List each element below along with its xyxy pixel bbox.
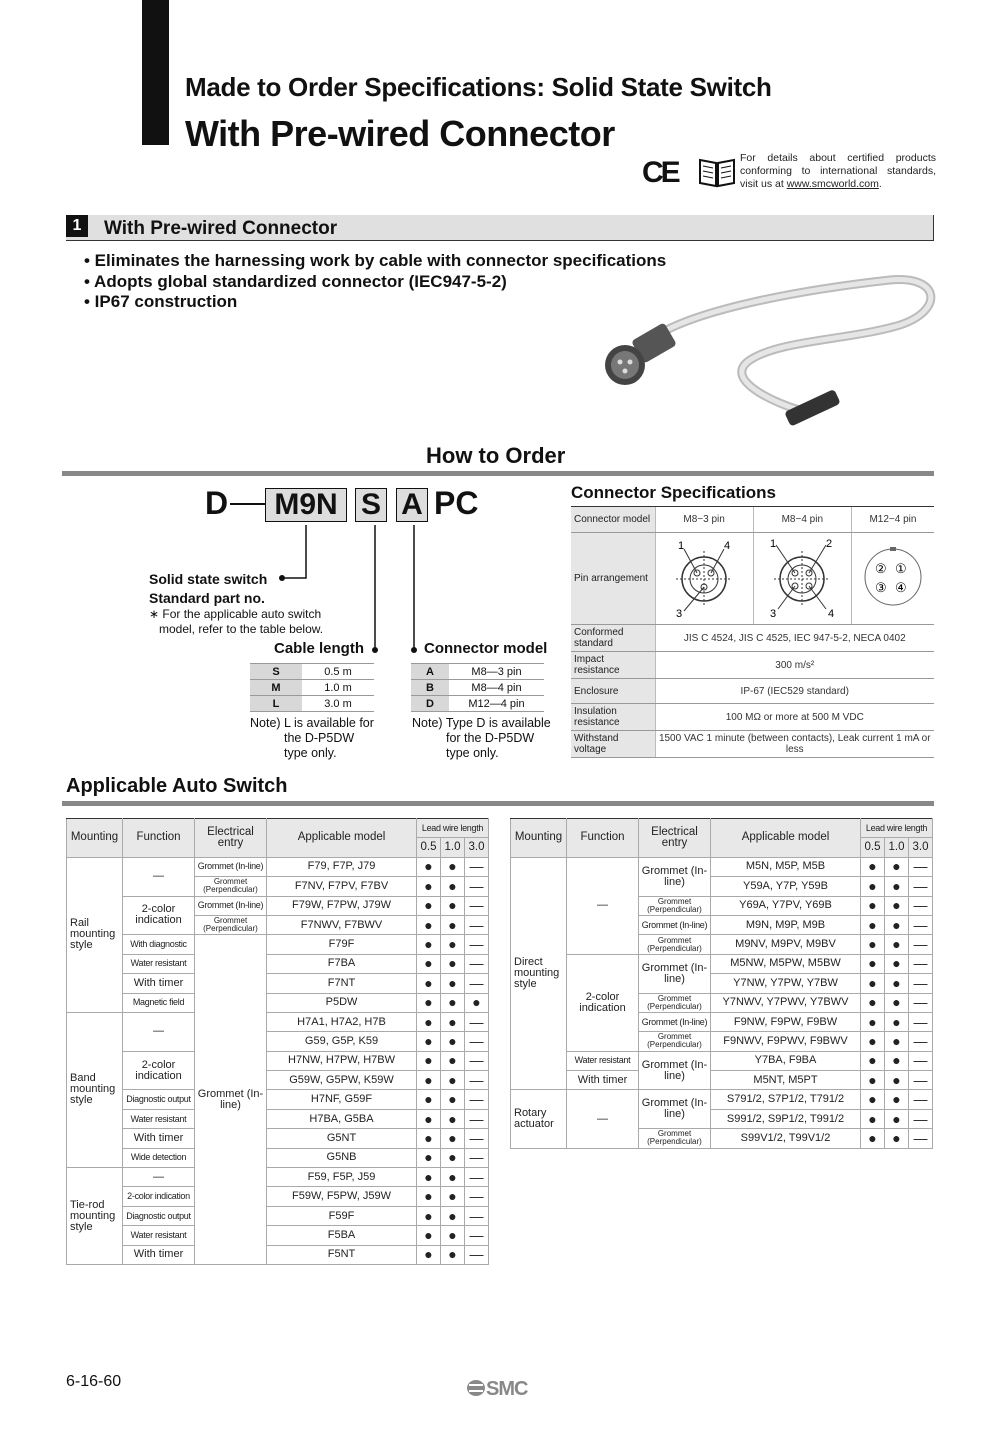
svg-text:①: ① <box>894 561 907 576</box>
table-header: 0.5 1.0 3.0 <box>511 838 933 857</box>
svg-text:③: ③ <box>874 580 887 595</box>
lead-length-cell: ● <box>885 954 909 973</box>
lead-length-cell: ● <box>885 857 909 876</box>
section-header <box>66 215 934 241</box>
part-description: Solid state switch Standard part no. <box>149 571 268 606</box>
table-row <box>67 954 489 973</box>
lead-length-cell: ● <box>861 857 885 876</box>
model-cell: F7NV, F7PV, F7BV <box>267 877 417 896</box>
model-cell: F7BA <box>267 954 417 973</box>
lead-length-cell: ● <box>441 935 465 954</box>
lead-length-cell: ● <box>441 1129 465 1148</box>
model-cell: F59W, F5PW, J59W <box>267 1187 417 1206</box>
lead-length-cell: ● <box>885 1071 909 1090</box>
lead-length-cell: — <box>465 1129 489 1148</box>
lead-length-cell: ● <box>417 1168 441 1187</box>
model-cell: P5DW <box>267 993 417 1012</box>
electrical-entry-cell: Grommet (In-line) <box>639 1012 711 1031</box>
lead-length-cell: ● <box>885 1012 909 1031</box>
lead-length-cell: — <box>909 1071 933 1090</box>
function-cell: Water resistant <box>567 1051 639 1070</box>
table-row <box>67 1148 489 1167</box>
model-cell: S99V1/2, T99V1/2 <box>711 1129 861 1148</box>
lead-length-cell: ● <box>441 1206 465 1225</box>
model-cell: M5NT, M5PT <box>711 1071 861 1090</box>
connector-model-note: Note) Type D is available for the D-P5DW type only. <box>412 716 551 760</box>
lead-length-cell: — <box>465 877 489 896</box>
lead-length-cell: ● <box>861 1032 885 1051</box>
table-row <box>67 1206 489 1225</box>
table-row <box>67 1168 489 1187</box>
function-cell: 2-color indication <box>567 954 639 1051</box>
part-note: ∗ For the applicable auto switch model, refer to the table below. <box>149 607 324 636</box>
lead-length-cell: ● <box>885 1032 909 1051</box>
divider <box>62 471 934 476</box>
svg-text:2: 2 <box>826 538 833 550</box>
applicable-auto-switch-title: Applicable Auto Switch <box>66 775 288 797</box>
function-cell: Diagnostic output <box>123 1206 195 1225</box>
model-cell: F59, F5P, J59 <box>267 1168 417 1187</box>
cable-length-title: Cable length <box>274 640 365 657</box>
function-cell: With timer <box>567 1071 639 1090</box>
book-icon <box>698 156 736 188</box>
lead-length-cell: ● <box>441 877 465 896</box>
table-header: Mounting Function Electrical entry Applicable model Lead wire length <box>511 819 933 838</box>
lead-length-cell: — <box>465 915 489 934</box>
lead-length-cell: ● <box>885 1109 909 1128</box>
title-bar-accent <box>142 0 169 145</box>
lead-length-cell: — <box>909 857 933 876</box>
model-cell: F79, F7P, J79 <box>267 857 417 876</box>
lead-length-cell: — <box>909 877 933 896</box>
lead-length-cell: ● <box>861 1129 885 1148</box>
function-cell: Water resistant <box>123 1109 195 1128</box>
table-row: Impact resistance 300 m/s² <box>571 652 934 679</box>
lead-length-cell: ● <box>417 1012 441 1031</box>
lead-length-cell: — <box>465 1051 489 1070</box>
lead-length-cell: ● <box>417 857 441 876</box>
lead-length-cell: ● <box>417 954 441 973</box>
lead-length-cell: — <box>909 1090 933 1109</box>
svg-text:3: 3 <box>676 608 683 619</box>
table-row <box>67 896 489 915</box>
lead-length-cell: ● <box>441 954 465 973</box>
applicable-switch-table-right <box>510 818 933 1149</box>
applicable-switch-table-left <box>66 818 489 1265</box>
lead-length-cell: ● <box>861 1051 885 1070</box>
model-cell: M9NV, M9PV, M9BV <box>711 935 861 954</box>
model-cell: F79W, F7PW, J79W <box>267 896 417 915</box>
lead-length-cell: ● <box>885 915 909 934</box>
model-cell: H7NF, G59F <box>267 1090 417 1109</box>
function-cell: Diagnostic output <box>123 1090 195 1109</box>
model-cell: Y69A, Y7PV, Y69B <box>711 896 861 915</box>
connector-specs-title: Connector Specifications <box>571 483 776 502</box>
lead-length-cell: — <box>465 1071 489 1090</box>
svg-text:④: ④ <box>894 580 907 595</box>
electrical-entry-cell: Grommet (Perpendicular) <box>195 915 267 934</box>
table-row <box>67 857 489 876</box>
electrical-entry-cell: Grommet (In-line) <box>195 896 267 915</box>
lead-length-cell: — <box>465 1109 489 1128</box>
function-cell: With timer <box>123 1245 195 1264</box>
table-row <box>67 1090 489 1109</box>
model-cell: Y7NWV, Y7PWV, Y7BWV <box>711 993 861 1012</box>
lead-length-cell: — <box>909 1129 933 1148</box>
electrical-entry-cell: Grommet (In-line) <box>639 954 711 993</box>
table-row <box>511 1071 933 1090</box>
function-cell: — <box>567 1090 639 1148</box>
function-cell: With timer <box>123 974 195 993</box>
lead-length-cell: — <box>465 1090 489 1109</box>
product-photo <box>600 270 940 450</box>
lead-length-cell: — <box>465 1206 489 1225</box>
function-cell: With timer <box>123 1129 195 1148</box>
lead-length-cell: — <box>465 974 489 993</box>
table-row <box>67 1012 489 1031</box>
table-row <box>67 1187 489 1206</box>
lead-length-cell: ● <box>885 935 909 954</box>
svg-text:1: 1 <box>678 540 685 552</box>
model-cell: Y7NW, Y7PW, Y7BW <box>711 974 861 993</box>
model-cell: G5NT <box>267 1129 417 1148</box>
smc-logo: SMC <box>466 1378 527 1401</box>
function-cell: Magnetic field <box>123 993 195 1012</box>
function-cell: — <box>567 857 639 954</box>
lead-length-cell: ● <box>417 1206 441 1225</box>
lead-length-cell: ● <box>861 896 885 915</box>
lead-length-cell: ● <box>441 1051 465 1070</box>
feature-list <box>84 251 666 313</box>
section-number: 1 <box>66 215 88 237</box>
lead-length-cell: — <box>465 1226 489 1245</box>
table-row <box>67 1129 489 1148</box>
model-cell: F7NT <box>267 974 417 993</box>
model-cell: F59F <box>267 1206 417 1225</box>
model-cell: M5NW, M5PW, M5BW <box>711 954 861 973</box>
certification-block <box>642 152 937 196</box>
electrical-entry-cell: Grommet (In-line) <box>639 1090 711 1129</box>
lead-length-cell: ● <box>861 1071 885 1090</box>
model-cell: F9NWV, F9PWV, F9BWV <box>711 1032 861 1051</box>
model-cell: H7NW, H7PW, H7BW <box>267 1051 417 1070</box>
lead-length-cell: — <box>465 1012 489 1031</box>
function-cell: 2-color indication <box>123 1051 195 1090</box>
lead-length-cell: ● <box>417 1051 441 1070</box>
electrical-entry-cell: Grommet (Perpendicular) <box>639 1032 711 1051</box>
function-cell: With diagnostic <box>123 935 195 954</box>
lead-length-cell: — <box>909 896 933 915</box>
lead-length-cell: ● <box>417 896 441 915</box>
code-length-box: S <box>355 488 387 522</box>
pin-m8-3-icon <box>662 535 746 619</box>
lead-length-cell: ● <box>417 915 441 934</box>
lead-length-cell: ● <box>441 1032 465 1051</box>
feature-item: • Adopts global standardized connector (IEC947-5-2) <box>84 271 507 291</box>
lead-length-cell: ● <box>861 1109 885 1128</box>
function-cell: Water resistant <box>123 1226 195 1245</box>
lead-length-cell: ● <box>861 1090 885 1109</box>
table-row: D M12—4 pin <box>411 696 544 712</box>
pin-diagram-m8-3 <box>655 533 753 625</box>
electrical-entry-cell: Grommet (In-line) <box>195 857 267 876</box>
table-row <box>67 935 489 954</box>
electrical-entry-cell: Grommet (In-line) <box>639 1051 711 1090</box>
model-cell: Y7BA, F9BA <box>711 1051 861 1070</box>
table-row: Connector model M8−3 pin M8−4 pin M12−4 pin <box>571 507 934 533</box>
connector-specs-table <box>571 506 934 758</box>
connector-model-table <box>411 663 544 712</box>
lead-length-cell: ● <box>417 1032 441 1051</box>
smcworld-link[interactable]: www.smcworld.com <box>786 178 879 190</box>
how-to-order-title: How to Order <box>426 443 566 468</box>
lead-length-cell: ● <box>417 974 441 993</box>
model-cell: G59W, G5PW, K59W <box>267 1071 417 1090</box>
lead-length-cell: ● <box>441 1168 465 1187</box>
table-header: 0.5 1.0 3.0 <box>67 838 489 857</box>
table-row: L 3.0 m <box>250 696 374 712</box>
table-row: Enclosure IP-67 (IEC529 standard) <box>571 679 934 704</box>
table-row: Pin arrangement 1 4 3 1 2 3 4 ② ① ③ ④ <box>571 533 934 625</box>
page-supertitle: Made to Order Specifications: Solid State Switch <box>185 72 772 102</box>
table-row <box>67 993 489 1012</box>
lead-length-cell: ● <box>417 1090 441 1109</box>
table-row: S 0.5 m <box>250 664 374 680</box>
lead-length-cell: ● <box>441 974 465 993</box>
lead-length-cell: ● <box>417 935 441 954</box>
electrical-entry-cell: Grommet (In-line) <box>639 915 711 934</box>
function-cell: — <box>123 1168 195 1187</box>
lead-length-cell: — <box>465 1245 489 1264</box>
lead-length-cell: — <box>909 1051 933 1070</box>
table-row <box>67 974 489 993</box>
mounting-cell: Direct mounting style <box>511 857 567 1090</box>
lead-length-cell: ● <box>417 1109 441 1128</box>
lead-length-cell: ● <box>417 1071 441 1090</box>
lead-length-cell: — <box>909 954 933 973</box>
lead-length-cell: — <box>465 954 489 973</box>
lead-length-cell: ● <box>861 877 885 896</box>
divider <box>62 801 934 806</box>
function-cell: — <box>123 1012 195 1051</box>
model-cell: F5BA <box>267 1226 417 1245</box>
code-dash <box>230 503 265 505</box>
table-row <box>67 1226 489 1245</box>
pin-m8-4-icon <box>760 535 844 619</box>
lead-length-cell: ● <box>861 974 885 993</box>
lead-length-cell: ● <box>441 1245 465 1264</box>
code-part-box: M9N <box>265 488 347 522</box>
feature-item: • IP67 construction <box>84 292 238 311</box>
model-cell: H7A1, H7A2, H7B <box>267 1012 417 1031</box>
svg-text:3: 3 <box>770 608 777 619</box>
electrical-entry-cell: Grommet (Perpendicular) <box>195 877 267 896</box>
model-cell: M5N, M5P, M5B <box>711 857 861 876</box>
smc-logo-icon <box>466 1379 486 1397</box>
section-title: With Pre-wired Connector <box>104 218 338 239</box>
pin-diagram-m8-4 <box>753 533 851 625</box>
lead-length-cell: ● <box>441 1071 465 1090</box>
lead-length-cell: ● <box>465 993 489 1012</box>
ce-mark-icon: CE <box>642 156 678 189</box>
lead-length-cell: ● <box>885 974 909 993</box>
model-cell: S991/2, S9P1/2, T991/2 <box>711 1109 861 1128</box>
lead-length-cell: ● <box>417 1129 441 1148</box>
table-row: Withstand voltage 1500 VAC 1 minute (between contacts), Leak current 1 mA or less <box>571 731 934 758</box>
electrical-entry-cell: Grommet (Perpendicular) <box>639 1129 711 1148</box>
lead-length-cell: ● <box>885 993 909 1012</box>
table-row <box>511 1090 933 1109</box>
lead-length-cell: — <box>465 896 489 915</box>
order-code <box>205 485 495 525</box>
table-row: Conformed standard JIS C 4524, JIS C 4525, IEC 947-5-2, NECA 0402 <box>571 625 934 652</box>
table-row <box>511 954 933 973</box>
function-cell: Wide detection <box>123 1148 195 1167</box>
model-cell: F5NT <box>267 1245 417 1264</box>
lead-length-cell: ● <box>885 1090 909 1109</box>
lead-length-cell: ● <box>441 993 465 1012</box>
table-row <box>67 1051 489 1070</box>
lead-length-cell: ● <box>417 1245 441 1264</box>
lead-length-cell: ● <box>861 993 885 1012</box>
lead-length-cell: ● <box>885 1129 909 1148</box>
lead-length-cell: ● <box>417 993 441 1012</box>
lead-length-cell: — <box>465 857 489 876</box>
svg-text:1: 1 <box>770 538 777 550</box>
svg-text:4: 4 <box>724 540 731 552</box>
lead-length-cell: — <box>465 1187 489 1206</box>
lead-length-cell: — <box>465 935 489 954</box>
lead-length-cell: — <box>909 935 933 954</box>
table-row <box>511 857 933 876</box>
function-cell: Water resistant <box>123 954 195 973</box>
lead-length-cell: ● <box>417 1148 441 1167</box>
lead-length-cell: ● <box>441 1226 465 1245</box>
electrical-entry-cell: Grommet (Perpendicular) <box>639 935 711 954</box>
mounting-cell: Tie-rod mounting style <box>67 1168 123 1265</box>
code-connector-box: A <box>396 488 428 522</box>
lead-length-cell: — <box>909 1109 933 1128</box>
cable-length-table <box>250 663 374 712</box>
lead-length-cell: ● <box>417 1226 441 1245</box>
lead-length-cell: — <box>909 1012 933 1031</box>
model-cell: M9N, M9P, M9B <box>711 915 861 934</box>
lead-length-cell: ● <box>441 1148 465 1167</box>
lead-length-cell: ● <box>861 1012 885 1031</box>
mounting-cell: Band mounting style <box>67 1012 123 1167</box>
table-header: Mounting Function Electrical entry Applicable model Lead wire length <box>67 819 489 838</box>
pin-diagram-m12 <box>851 533 934 625</box>
model-cell: F9NW, F9PW, F9BW <box>711 1012 861 1031</box>
lead-length-cell: — <box>465 1148 489 1167</box>
lead-length-cell: ● <box>861 915 885 934</box>
cable-length-note: Note) L is available for the D-P5DW type only. <box>250 716 374 760</box>
table-row: B M8—4 pin <box>411 680 544 696</box>
lead-length-cell: — <box>465 1168 489 1187</box>
electrical-entry-cell: Grommet (Perpendicular) <box>639 993 711 1012</box>
lead-length-cell: ● <box>885 1051 909 1070</box>
svg-text:4: 4 <box>828 608 835 619</box>
lead-length-cell: — <box>909 974 933 993</box>
page-title: With Pre-wired Connector <box>185 113 615 154</box>
lead-length-cell: ● <box>441 1109 465 1128</box>
lead-length-cell: ● <box>417 1187 441 1206</box>
mounting-cell: Rotary actuator <box>511 1090 567 1148</box>
model-cell: F79F <box>267 935 417 954</box>
model-cell: Y59A, Y7P, Y59B <box>711 877 861 896</box>
electrical-entry-cell: Grommet (Perpendicular) <box>639 896 711 915</box>
model-cell: F7NWV, F7BWV <box>267 915 417 934</box>
lead-length-cell: — <box>909 993 933 1012</box>
lead-length-cell: ● <box>861 954 885 973</box>
lead-length-cell: ● <box>861 935 885 954</box>
lead-length-cell: — <box>465 1032 489 1051</box>
table-row: M 1.0 m <box>250 680 374 696</box>
mounting-cell: Rail mounting style <box>67 857 123 1012</box>
lead-length-cell: ● <box>441 1090 465 1109</box>
electrical-entry-cell: Grommet (In-line) <box>639 857 711 896</box>
page-number: 6-16-60 <box>66 1373 122 1390</box>
model-cell: H7BA, G5BA <box>267 1109 417 1128</box>
model-cell: G5NB <box>267 1148 417 1167</box>
function-cell: 2-color indication <box>123 1187 195 1206</box>
lead-length-cell: — <box>909 915 933 934</box>
code-suffix: PC <box>434 485 479 521</box>
table-row <box>511 1051 933 1070</box>
connector-model-title: Connector model <box>424 640 548 657</box>
certification-text: For details about certified products conforming to international standards, visit us at www.smcworld.com. <box>740 152 936 190</box>
lead-length-cell: ● <box>885 896 909 915</box>
table-row <box>67 1245 489 1264</box>
table-row: Insulation resistance 100 MΩ or more at 500 M VDC <box>571 704 934 731</box>
code-prefix: D <box>205 485 229 521</box>
lead-length-cell: ● <box>441 896 465 915</box>
pin-m12-icon <box>858 542 928 612</box>
lead-length-cell: ● <box>441 915 465 934</box>
lead-length-cell: ● <box>885 877 909 896</box>
lead-length-cell: ● <box>441 857 465 876</box>
lead-length-cell: ● <box>441 1012 465 1031</box>
function-cell: — <box>123 857 195 896</box>
feature-item: • Eliminates the harnessing work by cable with connector specifications <box>84 251 667 270</box>
lead-length-cell: ● <box>441 1187 465 1206</box>
model-cell: S791/2, S7P1/2, T791/2 <box>711 1090 861 1109</box>
table-row <box>67 1109 489 1128</box>
model-cell: G59, G5P, K59 <box>267 1032 417 1051</box>
table-row: A M8—3 pin <box>411 664 544 680</box>
electrical-entry-cell: Grommet (In-line) <box>195 935 267 1265</box>
svg-text:②: ② <box>874 561 887 576</box>
lead-length-cell: — <box>909 1032 933 1051</box>
lead-length-cell: ● <box>417 877 441 896</box>
function-cell: 2-color indication <box>123 896 195 935</box>
